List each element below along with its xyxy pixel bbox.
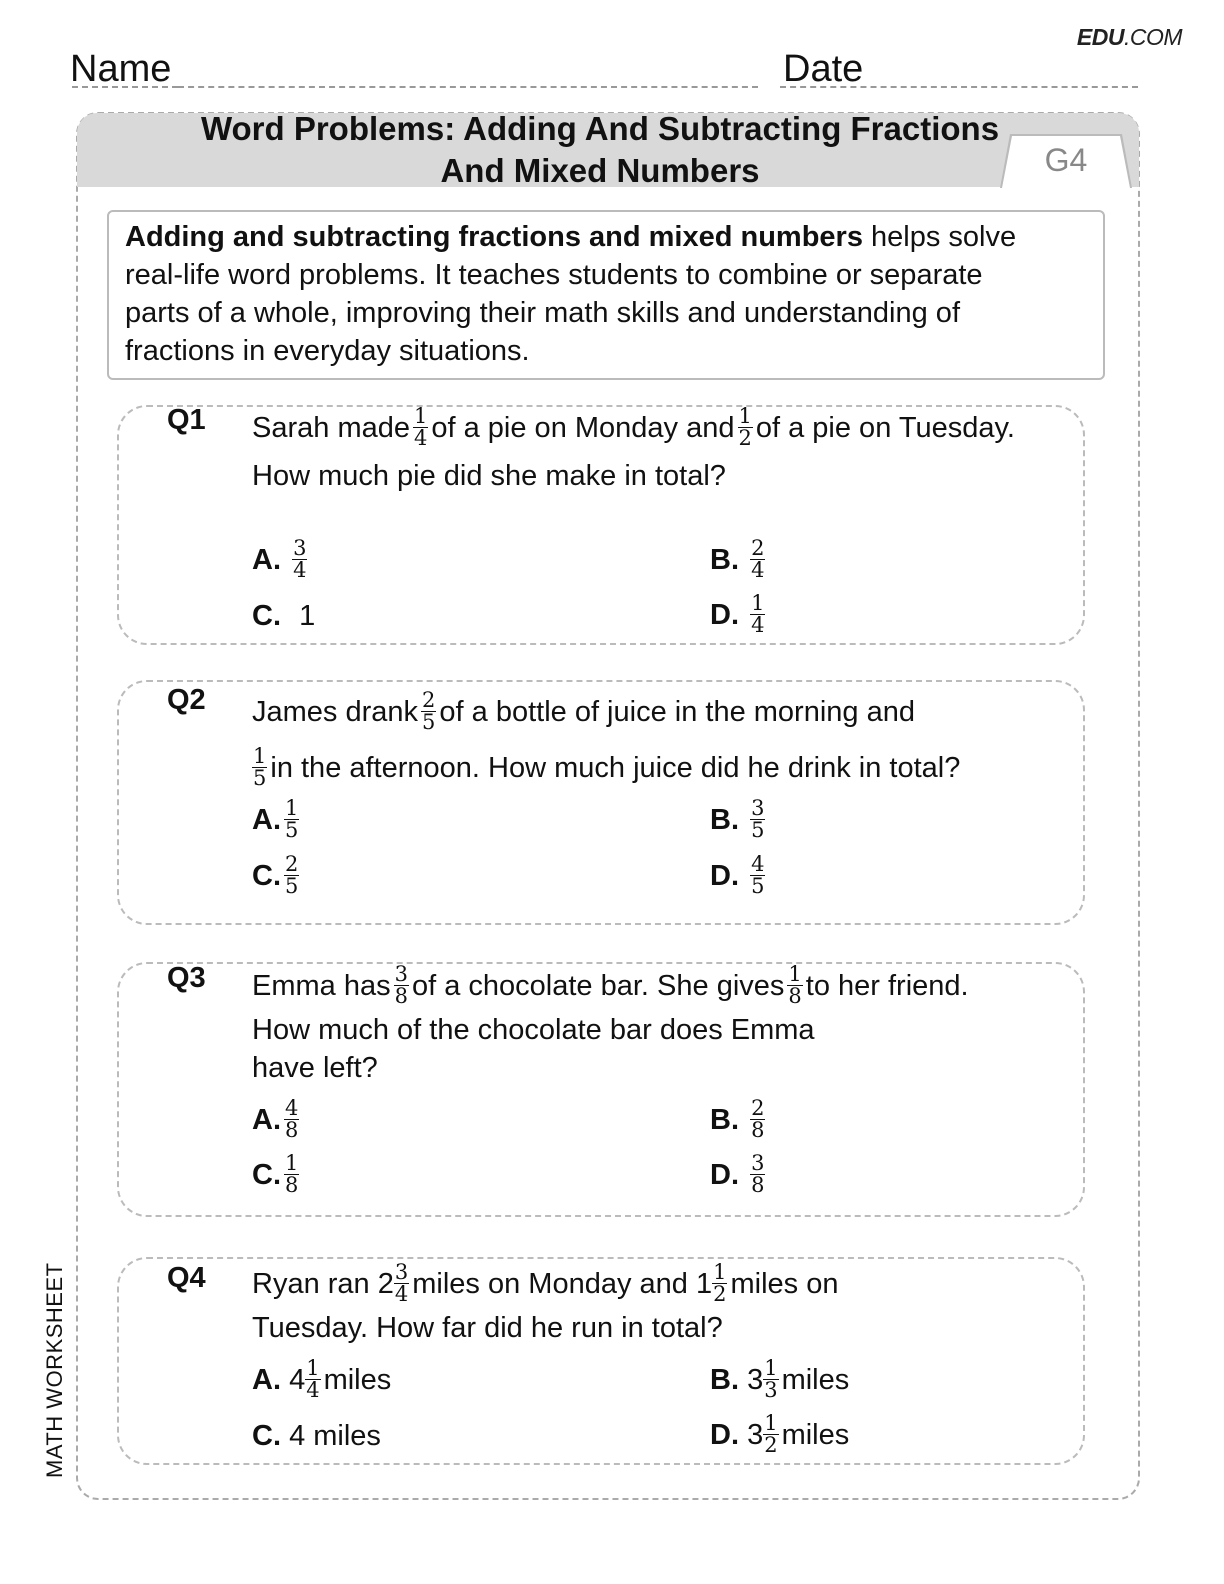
fraction: $\frac{1}{2}$ <box>738 403 752 450</box>
grade-label: G4 <box>1044 142 1088 178</box>
worksheet-title: Word Problems: Adding And Subtracting Fractions And Mixed Numbers <box>200 110 1000 189</box>
option-b[interactable]: B. $\frac{2}{8}$ <box>710 1096 765 1142</box>
fraction: $\frac{2}{5}$ <box>422 687 436 734</box>
option-b[interactable]: B. $\frac{3}{5}$ <box>710 796 765 842</box>
option-a[interactable]: A. $\frac{1}{5}$ <box>252 796 299 842</box>
option-d[interactable]: D. $\frac{3}{8}$ <box>710 1151 765 1197</box>
option-d[interactable]: D. $\frac{4}{5}$ <box>710 852 765 898</box>
name-label: Name <box>70 48 172 90</box>
option-a[interactable]: A. $\frac{3}{4}$ <box>252 536 307 582</box>
option-c[interactable]: C. 1 <box>252 600 316 632</box>
date-label: Date <box>783 48 864 90</box>
option-c[interactable]: C. 4 miles <box>252 1420 381 1452</box>
option-a[interactable]: A. 4 $\frac{1}{4}$ miles <box>252 1356 392 1402</box>
intro-box: Adding and subtracting fractions and mixed numbers helps solve real-life word problems. It teaches students to combine or separate parts of a whole, improving their math skills and understanding of fractions in everyday situations. <box>107 210 1105 380</box>
name-line <box>178 86 758 88</box>
question-number: Q4 <box>167 1262 206 1294</box>
fraction: $\frac{1}{5}$ <box>253 743 267 790</box>
question-text: Sarah made $\frac{1}{4}$ of a pie on Monday and $\frac{1}{2}$ of a pie on Tuesday. How much pie did she make in total? <box>252 403 1015 492</box>
question-text: Emma has $\frac{3}{8}$ of a chocolate bar. She gives $\frac{1}{8}$ to her friend. How much of the chocolate bar does Emma have left? <box>252 961 969 1084</box>
option-c[interactable]: C. $\frac{1}{8}$ <box>252 1151 299 1197</box>
option-c[interactable]: C. $\frac{2}{5}$ <box>252 852 299 898</box>
option-d[interactable]: D. 3 $\frac{1}{2}$ miles <box>710 1411 850 1457</box>
fraction: $\frac{1}{4}$ <box>414 403 428 450</box>
question-number: Q3 <box>167 962 206 994</box>
question-text: James drank $\frac{2}{5}$ of a bottle of juice in the morning and $\frac{1}{5}$ in the afternoon. How much juice did he drink in total? <box>252 687 961 790</box>
fraction: $\frac{3}{4}$ <box>394 1259 409 1306</box>
option-a[interactable]: A. $\frac{4}{8}$ <box>252 1096 299 1142</box>
brand-logo: EDU.COM <box>1076 24 1182 50</box>
fraction: $\frac{3}{8}$ <box>394 961 408 1008</box>
question-number: Q2 <box>167 684 206 716</box>
question-text: Ryan ran 2 $\frac{3}{4}$ miles on Monday and 1 $\frac{1}{2}$ miles on Tuesday. How far did he run in total? <box>252 1259 839 1344</box>
date-line <box>780 86 1138 88</box>
option-d[interactable]: D. $\frac{1}{4}$ <box>710 591 765 637</box>
option-b[interactable]: B. $\frac{2}{4}$ <box>710 536 765 582</box>
question-number: Q1 <box>167 404 206 436</box>
fraction: $\frac{1}{8}$ <box>788 961 802 1008</box>
name-underline <box>72 86 178 88</box>
option-b[interactable]: B. 3 $\frac{1}{3}$ miles <box>710 1356 850 1402</box>
sidebar-label: MATH WORKSHEET <box>42 1262 67 1478</box>
fraction: $\frac{1}{2}$ <box>713 1259 727 1306</box>
